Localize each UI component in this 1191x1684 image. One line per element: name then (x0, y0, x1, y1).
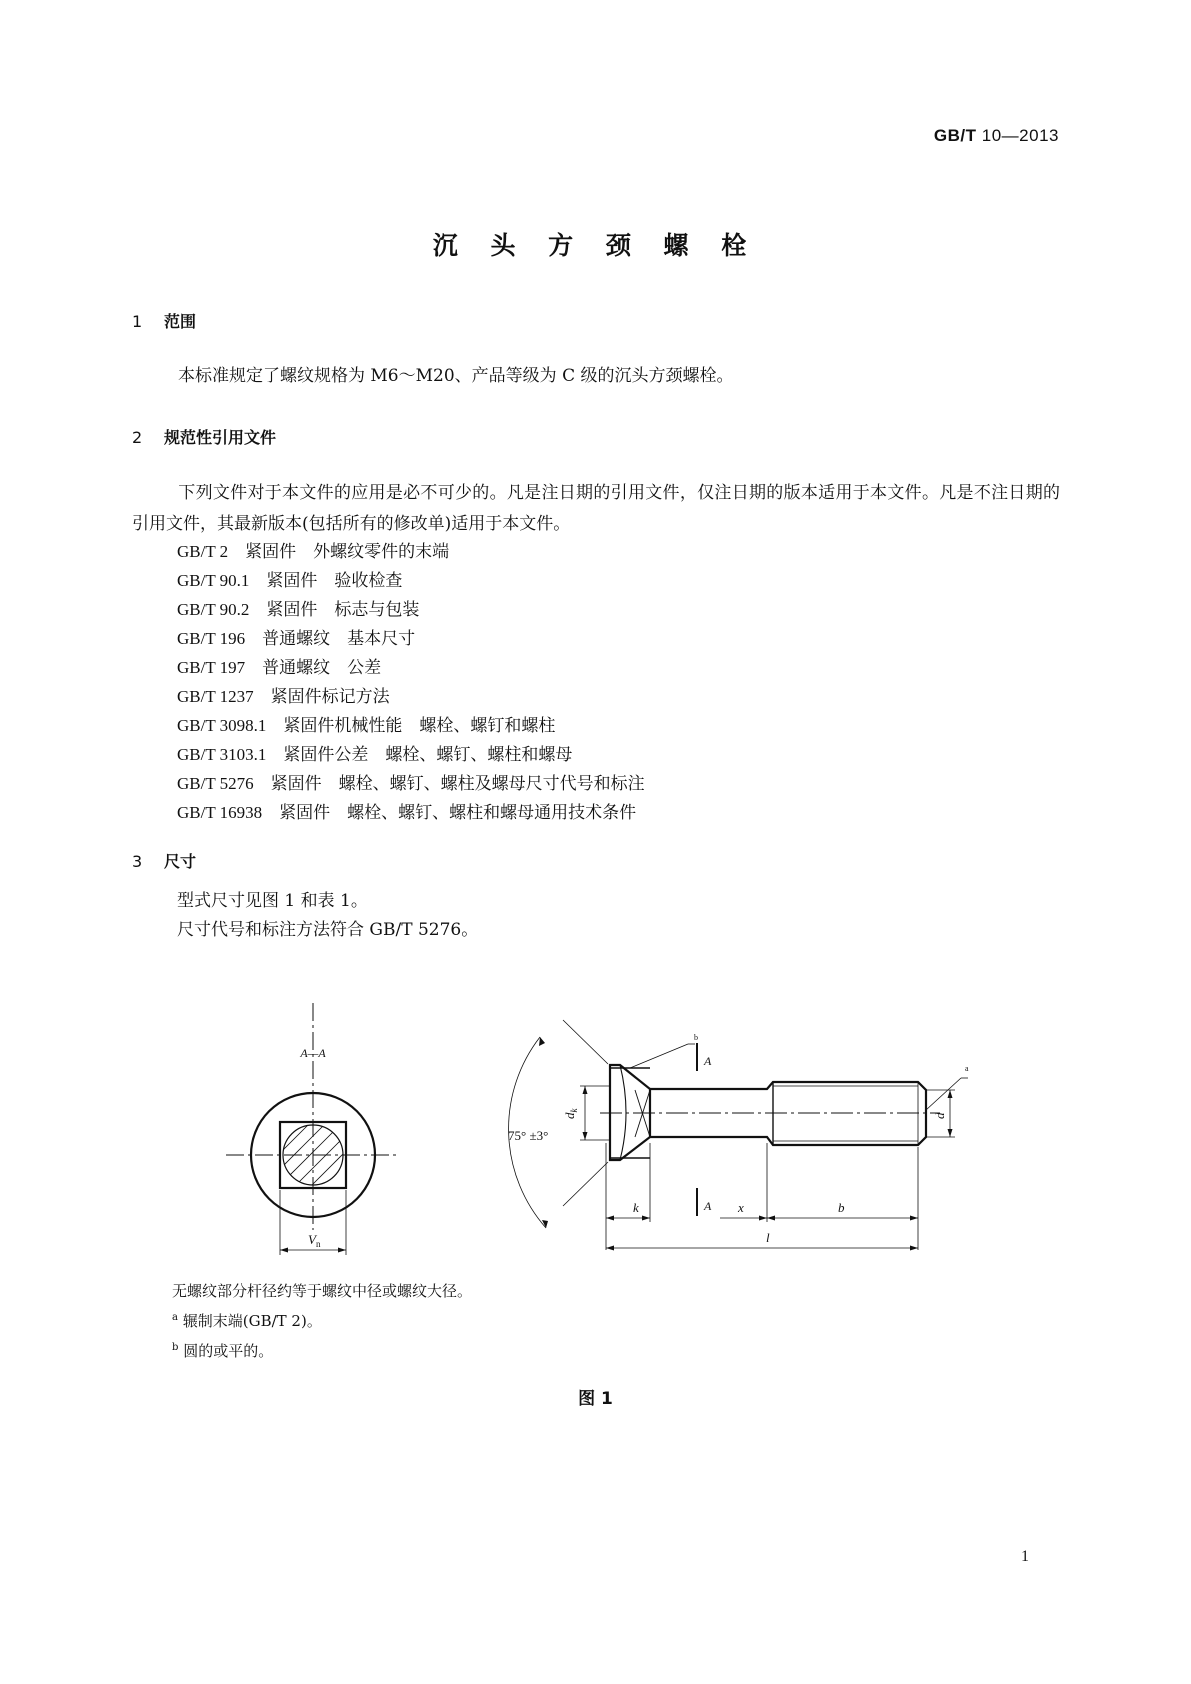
reference-title: 紧固件 外螺纹零件的末端 (245, 542, 450, 562)
note-b-leader (630, 1044, 688, 1068)
k-label: k (633, 1200, 639, 1215)
note-a-leader (926, 1078, 961, 1110)
reference-title: 紧固件标记方法 (270, 687, 390, 707)
footnote-a (172, 1310, 322, 1331)
standard-prefix: GB/T (933, 126, 977, 145)
reference-title: 紧固件公差 螺栓、螺钉、螺柱和螺母 (283, 745, 573, 765)
vn-subscript: n (315, 1239, 321, 1249)
note-b-marker: b (694, 1033, 698, 1042)
reference-title: 紧固件 标志与包装 (266, 600, 420, 620)
reference-code: GB/T 197 (177, 658, 246, 677)
x-label: x (738, 1200, 744, 1215)
reference-code: GB/T 3103.1 (177, 745, 267, 764)
footnote-text: 辗制末端(GB/T 2)。 (182, 1312, 322, 1330)
d-label: d (932, 1112, 947, 1119)
reference-code: GB/T 196 (177, 629, 246, 648)
section-title: 规范性引用文件 (164, 428, 277, 447)
l-label: l (766, 1230, 770, 1245)
section-view (226, 1003, 400, 1255)
footnote-marker: b (172, 1342, 179, 1353)
side-view (509, 1020, 968, 1251)
cut-label-top: A (704, 1054, 712, 1068)
b-label: b (838, 1200, 845, 1215)
section-number: 1 (132, 312, 143, 331)
footnote-text: 圆的或平的。 (183, 1342, 274, 1360)
angle-ext-bottom (563, 1162, 608, 1206)
standard-code: 10—2013 (981, 126, 1059, 145)
reference-title: 紧固件机械性能 螺栓、螺钉和螺柱 (283, 716, 556, 736)
section-3-paragraph: 尺寸代号和标注方法符合 GB/T 5276。 (177, 920, 479, 940)
reference-title: 紧固件 验收检查 (266, 571, 403, 591)
reference-code: GB/T 2 (177, 542, 229, 561)
reference-code: GB/T 90.1 (177, 571, 250, 590)
reference-title: 普通螺纹 基本尺寸 (262, 629, 416, 649)
note-a-marker: a (965, 1064, 969, 1073)
dk-label (562, 1108, 579, 1120)
paragraph-text: 本标准规定了螺纹规格为 M6～M20、产品等级为 C 级的沉头方颈螺栓。 (178, 366, 734, 386)
section-label: A—A (300, 1046, 326, 1060)
section-number: 3 (132, 852, 143, 871)
footnote-b (172, 1340, 273, 1361)
cut-label-bottom: A (704, 1199, 712, 1213)
section-3-paragraph: 型式尺寸见图 1 和表 1。 (177, 891, 368, 911)
figure-caption-note: 无螺纹部分杆径约等于螺纹中径或螺纹大径。 (172, 1282, 473, 1300)
footnote-marker: a (172, 1312, 178, 1323)
section-title: 尺寸 (164, 852, 197, 871)
document-title: 沉 头 方 颈 螺 栓 (432, 231, 759, 260)
section-title: 范围 (164, 312, 197, 331)
page-number: 1 (1021, 1548, 1029, 1565)
dk-letter: d (562, 1112, 577, 1119)
reference-code: GB/T 16938 (177, 803, 263, 822)
figure-label: 图 1 (578, 1389, 613, 1409)
vn-label (308, 1232, 321, 1249)
reference-code: GB/T 90.2 (177, 600, 250, 619)
reference-title: 紧固件 螺栓、螺钉、螺柱和螺母通用技术条件 (279, 803, 637, 823)
angle-label: 75° ±3° (508, 1128, 549, 1143)
angle-ext-top (563, 1020, 608, 1064)
reference-code: GB/T 1237 (177, 687, 254, 706)
reference-title: 紧固件 螺栓、螺钉、螺柱及螺母尺寸代号和标注 (270, 774, 645, 794)
dk-subscript: k (569, 1108, 579, 1113)
reference-code: GB/T 5276 (177, 774, 254, 793)
vn-letter: V (308, 1232, 316, 1247)
paragraph-text: 下列文件对于本文件的应用是必不可少的。凡是注日期的引用文件，仅注日期的版本适用于本文件。凡是不注日期的引用文件，其最新版本(包括所有的修改单)适用于本文件。 (132, 483, 1060, 534)
reference-title: 普通螺纹 公差 (262, 658, 382, 678)
section-number: 2 (132, 428, 143, 447)
reference-code: GB/T 3098.1 (177, 716, 267, 735)
